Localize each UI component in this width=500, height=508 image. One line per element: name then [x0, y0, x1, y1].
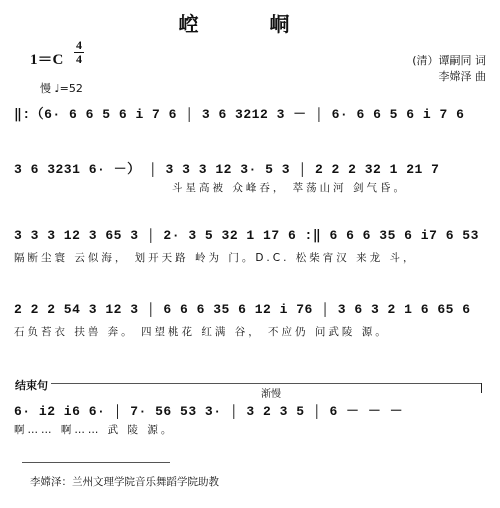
lyric-line-4: 石负苔衣 扶兽 奔。 四望桃花 红满 谷， 不应仍 问武陵 源。 — [14, 326, 389, 338]
footnote-divider — [22, 462, 170, 463]
song-title: 崆 峒 — [178, 12, 322, 36]
score-line-2: 3 6 3231 6· －） │ 3 3 3 12 3· 5 3 │ 2 2 2 32 1 21 7 — [14, 162, 440, 177]
score-line-4: 2 2 2 54 3 12 3 │ 6 6 6 35 6 12 i 76 │ 3 6 3 2 1 6 65 6 — [14, 302, 471, 317]
footnote: 李嫦泽：兰州文理学院音乐舞蹈学院助教 — [30, 476, 219, 488]
tempo-marking: 慢 ♩=52 — [40, 82, 83, 95]
ending-bracket-right — [481, 383, 482, 393]
score-line-1: ‖:（6· 6 6 5 6 i 7 6 │ 3 6 3212 3 － │ 6· 6 6 5 6 i 7 6 — [14, 107, 465, 122]
lyric-line-3: 隔断尘寰 云似海， 划开天路 岭为 门。D.C. 松柴宵汉 来龙 斗， — [14, 252, 417, 264]
ending-label: 结束句 — [12, 377, 51, 393]
composer-credit: 李嫦泽 曲 — [438, 70, 486, 83]
ending-bracket-top — [12, 383, 482, 384]
lyric-line-5: 啊…… 啊…… 武 陵 源。 — [14, 424, 175, 436]
time-signature — [74, 40, 84, 65]
lyricist-credit: (清）谭嗣同 词 — [412, 54, 486, 67]
slowing-mark: 渐慢 — [261, 389, 281, 400]
score-line-5: 6· i2 i6 6· │ 7· 56 53 3· │ 3 2 3 5 │ 6 － － － — [14, 404, 404, 419]
score-line-3: 3 3 3 12 3 65 3 │ 2· 3 5 32 1 17 6 :‖ 6 6 6 35 6 i7 6 53 — [14, 228, 479, 243]
time-signature-top: 4 — [76, 38, 82, 52]
lyric-line-2: 斗星高被 众峰吞， 萃荡山河 剑气昏。 — [172, 182, 408, 194]
key-signature: 1＝C — [30, 52, 64, 68]
time-signature-bottom: 4 — [76, 52, 82, 66]
